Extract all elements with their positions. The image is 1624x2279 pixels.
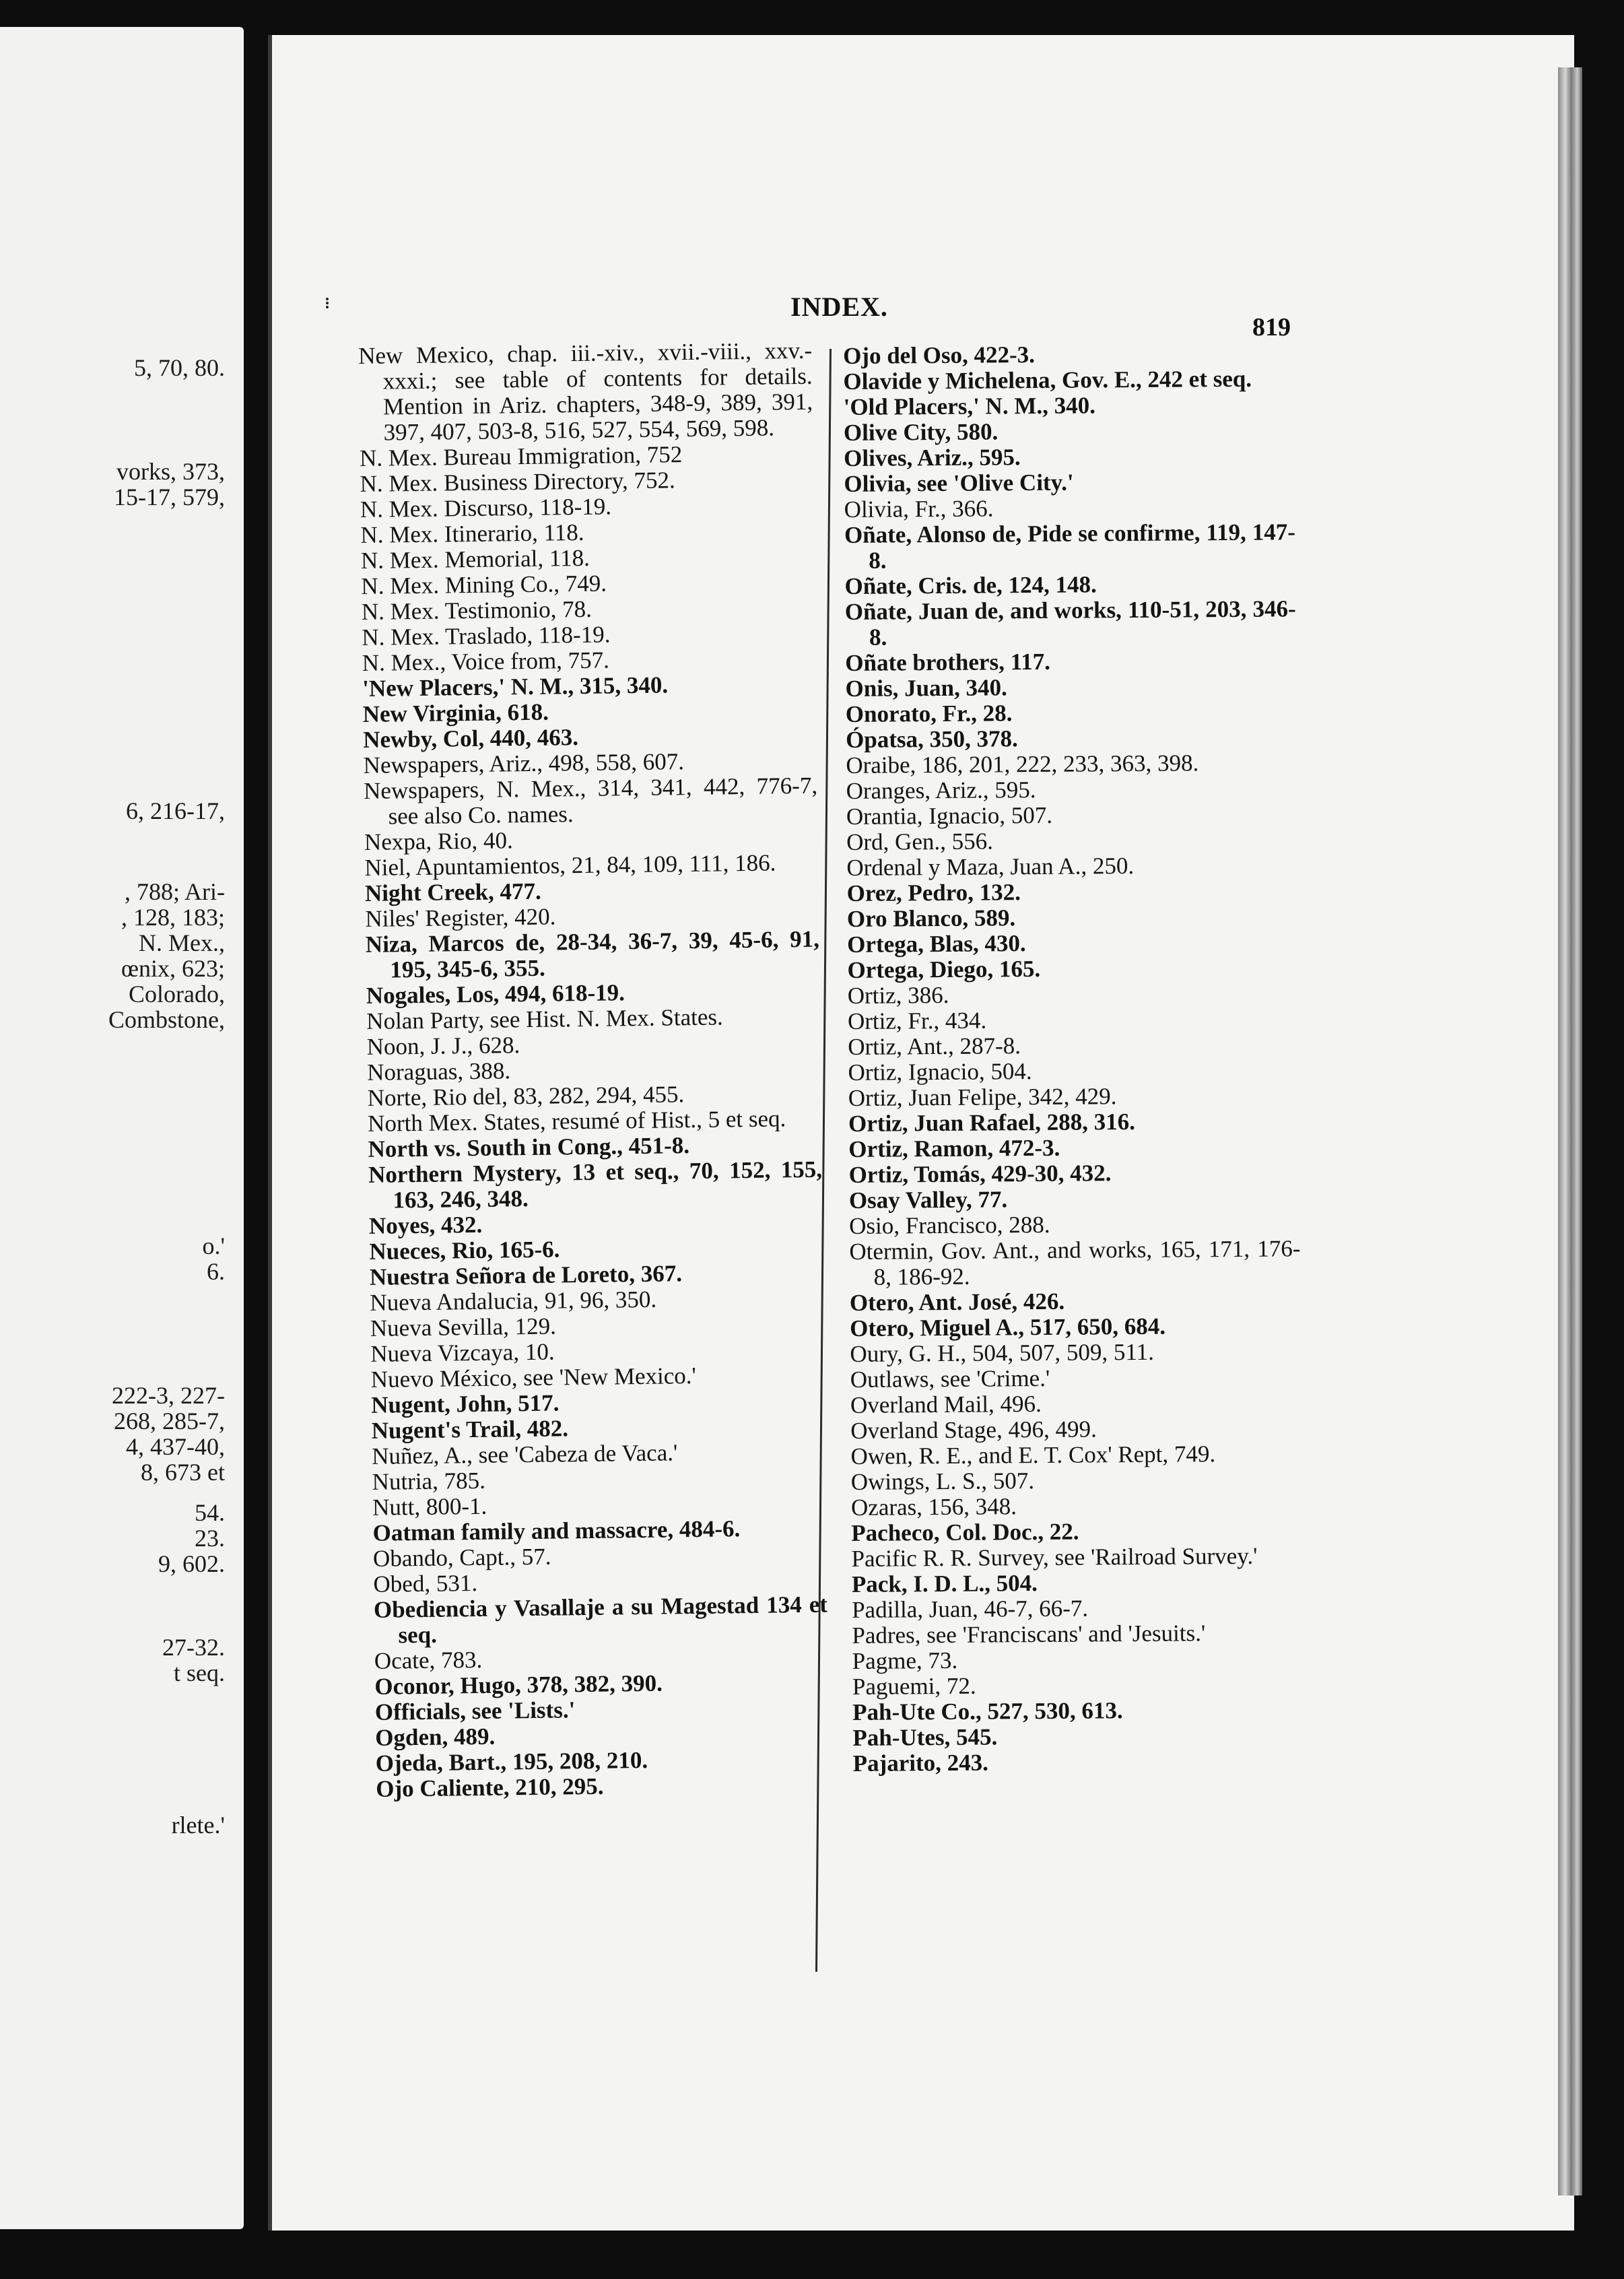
index-entry: Obediencia y Vasallaje a su Magestad 134 et seq. [373, 1591, 828, 1649]
index-entry: Niza, Marcos de, 28-34, 36-7, 39, 45-6, 91, 195, 345-6, 355. [365, 925, 820, 983]
index-entry: Olivia, Fr., 366. [844, 495, 994, 523]
index-entry: Ortiz, Fr., 434. [847, 1007, 987, 1034]
index-entry: Ord, Gen., 556. [846, 828, 994, 855]
index-entry: N. Mex. Business Directory, 752. [360, 467, 675, 497]
index-entry: Pah-Utes, 545. [852, 1723, 998, 1751]
index-entry: Ozaras, 156, 348. [850, 1493, 1017, 1521]
running-head: INDEX. [790, 292, 888, 322]
index-entry: Norte, Rio del, 83, 282, 294, 455. [367, 1081, 685, 1111]
index-entry: Ortiz, Juan Rafael, 288, 316. [848, 1108, 1136, 1137]
index-entry: Ogden, 489. [375, 1723, 496, 1751]
index-entry: Ocate, 783. [374, 1646, 483, 1674]
index-entry: Orez, Pedro, 132. [846, 879, 1021, 906]
index-entry: Pagme, 73. [852, 1647, 958, 1674]
index-entry: Pacheco, Col. Doc., 22. [851, 1518, 1079, 1546]
index-entry: Ojeda, Bart., 195, 208, 210. [375, 1746, 648, 1777]
index-entry: New Virginia, 618. [362, 698, 549, 727]
index-entry: Overland Mail, 496. [850, 1390, 1042, 1418]
index-entry: Oconor, Hugo, 378, 382, 390. [374, 1670, 663, 1700]
left-page-fragment: t seq. [174, 1659, 225, 1686]
index-entry: N. Mex. Memorial, 118. [360, 544, 590, 574]
index-entry: Nugent's Trail, 482. [371, 1415, 569, 1444]
index-entry: N. Mex. Testimonio, 78. [361, 595, 593, 625]
index-entry: Padres, see 'Franciscans' and 'Jesuits.' [852, 1620, 1206, 1649]
index-entry: Niles' Register, 420. [365, 903, 556, 932]
index-entry: North Mex. States, resumé of Hist., 5 et seq. [367, 1105, 786, 1137]
index-entry: Olive City, 580. [843, 418, 999, 446]
index-entry: N. Mex. Discurso, 118-19. [360, 493, 612, 523]
index-entry: Otero, Miguel A., 517, 650, 684. [850, 1313, 1166, 1342]
index-entry: Outlaws, see 'Crime.' [850, 1364, 1050, 1393]
index-entry: Ortega, Diego, 165. [847, 955, 1041, 983]
left-page-fragment: 6. [207, 1258, 225, 1285]
left-page-fragment: , 128, 183; [121, 904, 225, 931]
index-entry: Owen, R. E., and E. T. Cox' Rept, 749. [850, 1441, 1216, 1469]
left-page-fragment: 222-3, 227- [112, 1382, 225, 1409]
index-entry: Newspapers, N. Mex., 314, 341, 442, 776-7, see also Co. names. [363, 772, 818, 830]
index-entry: Nutt, 800-1. [372, 1492, 487, 1521]
index-entry: Orantia, Ignacio, 507. [846, 801, 1053, 830]
index-entry: Ojo del Oso, 422-3. [842, 341, 1036, 369]
index-entry: Otero, Ant. José, 426. [849, 1288, 1065, 1316]
page-edge [1558, 67, 1582, 2195]
index-entry: Ordenal y Maza, Juan A., 250. [846, 853, 1135, 881]
index-entry: N. Mex. Itinerario, 118. [360, 519, 584, 548]
index-entry: Overland Stage, 496, 499. [850, 1416, 1097, 1444]
index-entry: Nueva Andalucia, 91, 96, 350. [370, 1286, 657, 1316]
index-entry: Ortega, Blas, 430. [847, 930, 1026, 958]
index-entry: Pajarito, 243. [852, 1749, 989, 1777]
index-entry: Osio, Francisco, 288. [849, 1211, 1050, 1239]
left-page-fragment: 5, 70, 80. [134, 354, 225, 381]
index-entry: Ortiz, Juan Felipe, 342, 429. [848, 1083, 1117, 1111]
index-entry: Oraibe, 186, 201, 222, 233, 363, 398. [846, 750, 1199, 779]
index-entry: Noon, J. J., 628. [366, 1032, 520, 1060]
index-entry: Newspapers, Ariz., 498, 558, 607. [363, 748, 685, 779]
index-entry: Ojo Caliente, 210, 295. [375, 1773, 604, 1802]
index-entry: Osay Valley, 77. [848, 1186, 1008, 1214]
index-entry: Owings, L. S., 507. [850, 1467, 1035, 1495]
index-entry: Ortiz, Ramon, 472-3. [848, 1134, 1060, 1162]
left-page [0, 27, 244, 2229]
index-entry: Ópatsa, 350, 378. [845, 725, 1018, 753]
left-page-fragment: rlete.' [171, 1812, 225, 1839]
index-entry: Nueces, Rio, 165-6. [369, 1236, 560, 1265]
index-entry: Oatman family and massacre, 484-6. [372, 1515, 741, 1546]
index-entry: Nolan Party, see Hist. N. Mex. States. [366, 1003, 723, 1034]
index-entry: Nuestra Señora de Loreto, 367. [369, 1260, 683, 1290]
index-entry: Olives, Ariz., 595. [844, 444, 1021, 471]
left-page-fragment: vorks, 373, [116, 458, 225, 485]
left-page-fragment: 6, 216-17, [126, 797, 225, 824]
index-entry: 'New Placers,' N. M., 315, 340. [362, 671, 669, 702]
index-entry: Ortiz, Tomás, 429-30, 432. [848, 1160, 1112, 1188]
index-entry: Padilla, Juan, 46-7, 66-7. [851, 1595, 1089, 1623]
index-entry: Onorato, Fr., 28. [845, 700, 1013, 727]
margin-mark [326, 298, 333, 308]
page-number: 819 [1252, 313, 1291, 341]
left-page-fragment: œnix, 623; [121, 955, 225, 982]
left-page-fragment: 4, 437-40, [126, 1433, 225, 1460]
index-entry: Ortiz, Ignacio, 504. [848, 1058, 1032, 1086]
index-entry: Pack, I. D. L., 504. [851, 1570, 1038, 1597]
index-right-column [843, 340, 1304, 1777]
index-entry: Nueva Sevilla, 129. [370, 1313, 557, 1342]
index-left-column [358, 338, 830, 1802]
right-page [268, 35, 1574, 2231]
index-entry: New Mexico, chap. iii.-xiv., xvii.-viii., xxv.-xxxi.; see table of contents for details. Mention in Ariz. chapters, 348-9, 389, 391, 397, 407, 503-8, 516, 527, 554, 569, 598. [358, 337, 813, 446]
index-entry: Oñate, Juan de, and works, 110-51, 203, 346-8. [844, 595, 1296, 651]
index-entry: Ortiz, Ant., 287-8. [848, 1032, 1021, 1060]
left-page-fragment: N. Mex., [139, 929, 225, 956]
index-entry: Ortiz, 386. [847, 981, 949, 1009]
index-entry: Oñate, Alonso de, Pide se confirme, 119, 147-8. [844, 519, 1296, 574]
index-entry: Nutria, 785. [372, 1467, 486, 1495]
left-page-fragment: 15-17, 579, [114, 484, 225, 510]
left-page-fragment: 27-32. [162, 1634, 225, 1661]
index-entry: Officials, see 'Lists.' [374, 1696, 576, 1725]
index-entry: North vs. South in Cong., 451-8. [368, 1132, 690, 1162]
index-entry: Olivia, see 'Olive City.' [844, 469, 1074, 497]
index-entry: Oñate brothers, 117. [845, 648, 1051, 676]
index-entry: Northern Mystery, 13 et seq., 70, 152, 155, 163, 246, 348. [368, 1156, 823, 1214]
index-entry: Newby, Col, 440, 463. [362, 724, 579, 753]
left-page-fragment: 23. [195, 1525, 225, 1552]
index-entry: Nueva Vizcaya, 10. [370, 1338, 555, 1367]
index-entry: Paguemi, 72. [852, 1672, 976, 1700]
left-page-fragment: , 788; Ari- [125, 878, 225, 905]
index-entry: Pacific R. R. Survey, see 'Railroad Survey.' [851, 1542, 1258, 1572]
index-entry: Noyes, 432. [368, 1211, 483, 1239]
index-entry: Nuevo México, see 'New Mexico.' [370, 1362, 697, 1393]
index-entry: Night Creek, 477. [364, 878, 542, 906]
index-entry: Niel, Apuntamientos, 21, 84, 109, 111, 186. [364, 849, 776, 881]
index-entry: Nexpa, Rio, 40. [364, 827, 513, 855]
index-entry: 'Old Placers,' N. M., 340. [843, 392, 1096, 420]
left-page-fragment: Colorado, [129, 981, 225, 1008]
left-page-fragment: Combstone, [108, 1006, 225, 1033]
index-entry: N. Mex. Traslado, 118-19. [362, 621, 611, 651]
left-page-fragment: 8, 673 et [141, 1459, 225, 1486]
index-entry: Nogales, Los, 494, 618-19. [366, 979, 625, 1009]
index-entry: N. Mex., Voice from, 757. [362, 647, 610, 676]
index-entry: Pah-Ute Co., 527, 530, 613. [852, 1697, 1123, 1725]
index-entry: Obed, 531. [373, 1569, 478, 1597]
left-page-fragment: o.' [202, 1232, 225, 1259]
left-page-fragment: 54. [195, 1499, 225, 1526]
index-entry: Oranges, Ariz., 595. [846, 777, 1036, 804]
index-entry: Oury, G. H., 504, 507, 509, 511. [850, 1338, 1155, 1367]
left-page-fragment: 268, 285-7, [114, 1408, 225, 1434]
index-entry: Olavide y Michelena, Gov. E., 242 et seq. [843, 365, 1252, 395]
index-entry: N. Mex. Mining Co., 749. [361, 570, 607, 599]
index-entry: N. Mex. Bureau Immigration, 752 [359, 441, 683, 471]
index-entry: Oro Blanco, 589. [846, 904, 1016, 932]
index-entry: Nuñez, A., see 'Cabeza de Vaca.' [371, 1439, 678, 1469]
index-entry: Oñate, Cris. de, 124, 148. [844, 571, 1097, 599]
index-entry: Otermin, Gov. Ant., and works, 165, 171, 176-8, 186-92. [849, 1235, 1301, 1290]
index-entry: Nugent, John, 517. [371, 1389, 560, 1418]
index-entry: Obando, Capt., 57. [372, 1543, 551, 1572]
index-entry: Noraguas, 388. [366, 1057, 511, 1086]
index-entry: Onis, Juan, 340. [845, 674, 1007, 702]
left-page-fragment: 9, 602. [158, 1550, 225, 1577]
